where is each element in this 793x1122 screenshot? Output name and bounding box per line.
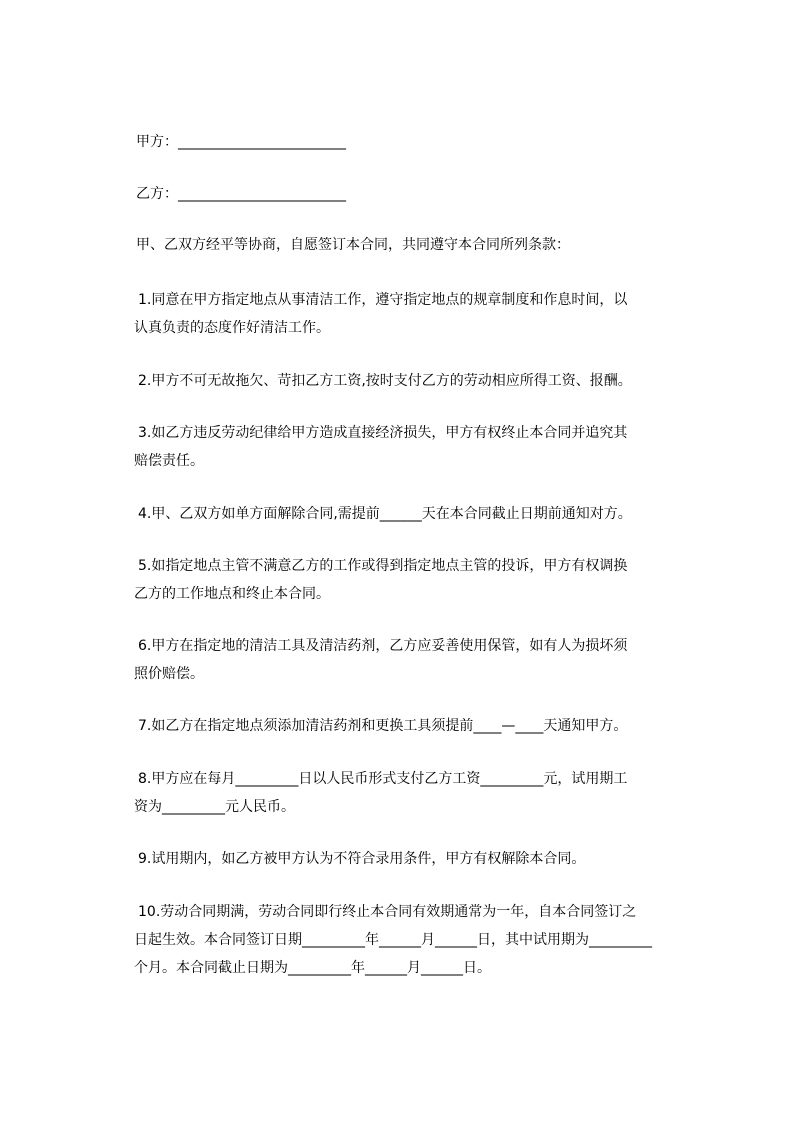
party-a-label: 甲方： [136, 134, 178, 150]
clause-6 [136, 632, 708, 688]
clause-8-line-2: 资为_________元人民币。 [134, 799, 295, 815]
clause-6-line-1: 6.甲方在指定地的清洁工具及清洁药剂，乙方应妥善使用保管，如有人为损坏须 [138, 638, 628, 654]
clause-10 [136, 898, 708, 982]
clause-5-line-1: 5.如指定地点主管不满意乙方的工作或得到指定地点主管的投诉，甲方有权调换 [138, 558, 628, 574]
party-b-label: 乙方： [136, 186, 178, 202]
clause-3-line-2: 赔偿责任。 [134, 453, 204, 469]
party-a-blank: ________________________ [178, 134, 346, 150]
clause-10-line-3: 个月。本合同截止日期为_________年______月______日。 [134, 960, 491, 976]
clause-9 [136, 845, 708, 873]
clause-1-line-1: 1.同意在甲方指定地点从事清洁工作，遵守指定地点的规章制度和作息时间，以 [138, 292, 628, 308]
clause-7-line-1: 7.如乙方在指定地点须添加清洁药剂和更换工具须提前____—____天通知甲方。 [138, 718, 628, 734]
clause-5-line-2: 乙方的工作地点和终止本合同。 [134, 586, 330, 602]
party-b-line [136, 185, 346, 203]
clause-4 [136, 500, 708, 528]
clause-4-line-1: 4.甲、乙双方如单方面解除合同,需提前______天在本合同截止日期前通知对方。 [138, 506, 632, 522]
clause-9-line-1: 9.试用期内，如乙方被甲方认为不符合录用条件，甲方有权解除本合同。 [138, 851, 586, 867]
intro-text: 甲、乙双方经平等协商，自愿签订本合同，共同遵守本合同所列条款： [136, 237, 570, 253]
clause-8 [136, 765, 708, 821]
clause-7 [136, 712, 708, 740]
clause-8-line-1: 8.甲方应在每月_________日以人民币形式支付乙方工资_________元，试用期工 [138, 771, 628, 787]
clause-2 [136, 367, 708, 395]
clause-5 [136, 552, 708, 608]
party-a-line [136, 133, 346, 151]
clause-3-line-1: 3.如乙方违反劳动纪律给甲方造成直接经济损失，甲方有权终止本合同并追究其 [138, 425, 628, 441]
clause-2-line-1: 2.甲方不可无故拖欠、苛扣乙方工资,按时支付乙方的劳动相应所得工资、报酬。 [138, 373, 632, 389]
clause-1 [136, 286, 708, 342]
party-b-blank: ________________________ [178, 186, 346, 202]
clause-1-line-2: 认真负责的态度作好清洁工作。 [134, 320, 330, 336]
clause-10-line-2: 日起生效。本合同签订日期_________年______月______日，其中试用期为_________ [134, 932, 652, 948]
clause-3 [136, 419, 708, 475]
clause-10-line-1: 10.劳动合同期满，劳动合同即行终止本合同有效期通常为一年，自本合同签订之 [138, 904, 637, 920]
clause-6-line-2: 照价赔偿。 [134, 666, 204, 682]
